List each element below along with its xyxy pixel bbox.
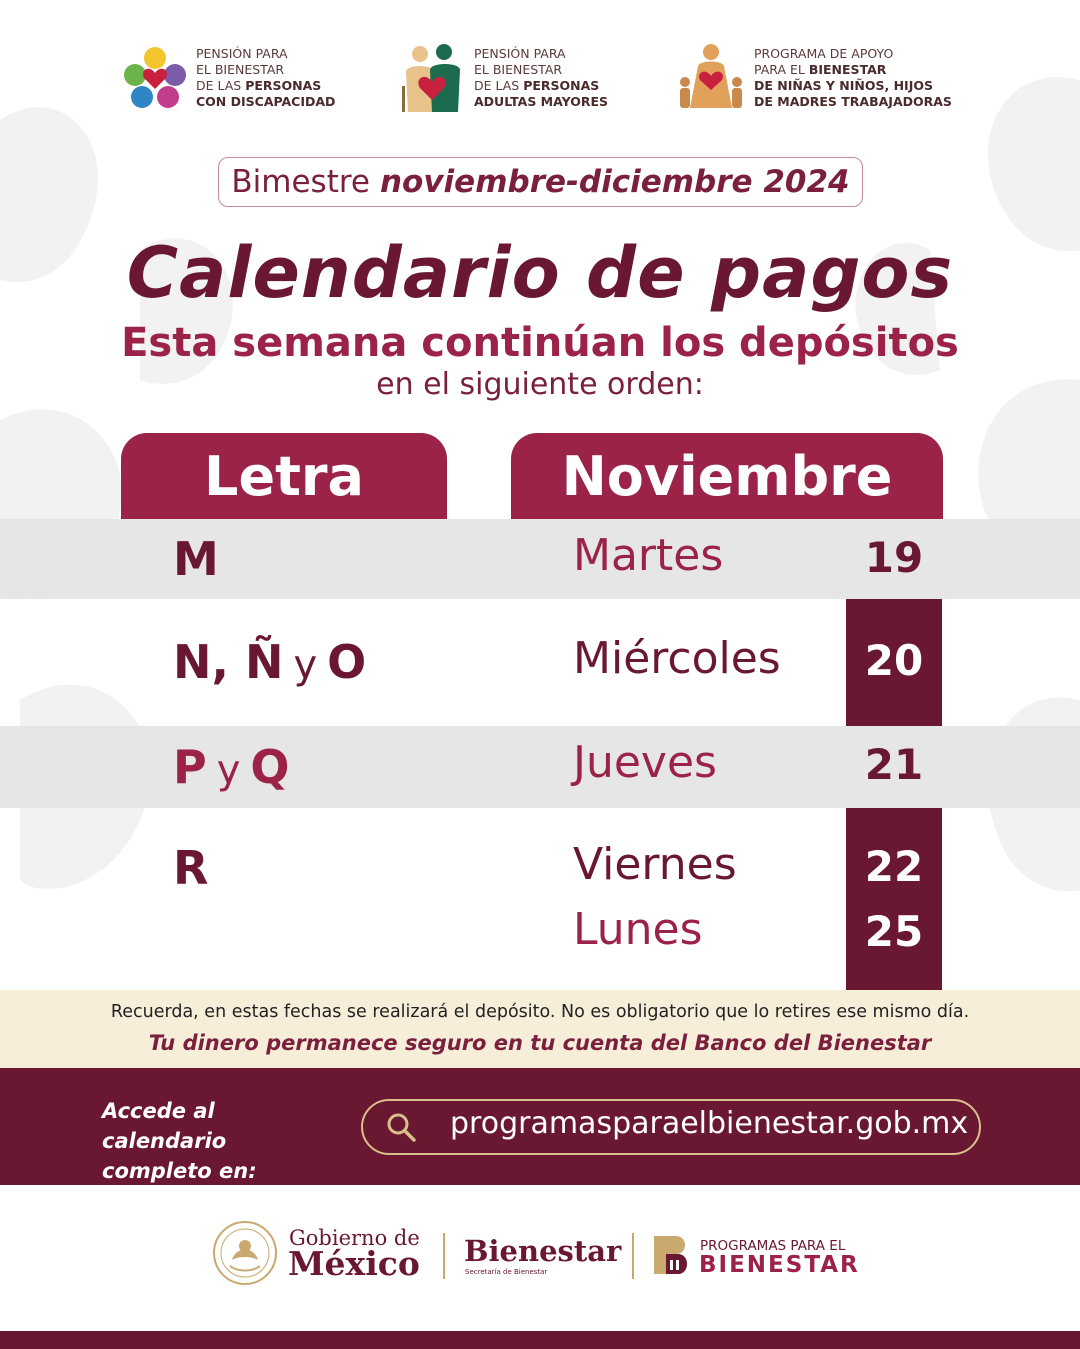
logo1-line3b: PERSONAS — [245, 78, 322, 93]
day-number: 22 — [864, 842, 924, 891]
logo-programa-ninas-ninos — [676, 38, 952, 118]
disability-pension-icon — [122, 45, 188, 111]
letter-conjunction: y — [293, 642, 318, 688]
row-letters — [173, 635, 366, 689]
table-header-month: Noviembre — [511, 433, 943, 519]
logo3-line2a: PARA EL — [754, 62, 805, 77]
elderly-pension-icon — [398, 42, 466, 114]
logo2-line4: ADULTAS MAYORES — [474, 94, 608, 109]
logo2-line1: PENSIÓN PARA — [474, 46, 566, 61]
access-label-line2: completo en: — [102, 1159, 257, 1183]
row-letters — [173, 841, 208, 895]
logo1-line2: EL BIENESTAR — [196, 62, 285, 77]
day-number: 20 — [864, 636, 924, 685]
footer-divider — [632, 1233, 634, 1279]
programas-logo-icon — [654, 1234, 690, 1276]
letter: P — [173, 740, 207, 794]
bottom-bar — [0, 1331, 1080, 1349]
search-icon — [385, 1111, 417, 1143]
logo1-line1: PENSIÓN PARA — [196, 46, 288, 61]
logo3-line1: PROGRAMA DE APOYO — [754, 46, 894, 61]
bimestre-period: noviembre-diciembre 2024 — [379, 164, 850, 200]
logo3-line3: DE NIÑAS Y NIÑOS, HIJOS — [754, 78, 933, 93]
table-header-letter: Letra — [121, 433, 447, 519]
day-name: Miércoles — [573, 633, 781, 684]
access-label — [102, 1096, 342, 1186]
access-label-line1: Accede al calendario — [102, 1099, 227, 1153]
logo2-line3b: PERSONAS — [523, 78, 600, 93]
notice-emphasis: Tu dinero permanece seguro en tu cuenta del Banco del Bienestar — [148, 1031, 932, 1055]
programas-label: PROGRAMAS PARA EL — [700, 1238, 846, 1254]
mexico-label: México — [288, 1244, 420, 1283]
children-program-icon — [676, 42, 746, 114]
gobierno-label: Gobierno de — [289, 1226, 420, 1250]
page-subtitle-order: en el siguiente orden: — [376, 367, 704, 402]
logo1-line4: CON DISCAPACIDAD — [196, 94, 336, 109]
seal-icon — [212, 1220, 278, 1286]
day-number: 21 — [864, 740, 924, 789]
page-title: Calendario de pagos — [126, 232, 954, 314]
logo2-line2: EL BIENESTAR — [474, 62, 563, 77]
logo3-line4: DE MADRES TRABAJADORAS — [754, 94, 952, 109]
day-name: Lunes — [573, 904, 703, 955]
day-name: Jueves — [573, 737, 717, 788]
day-name: Martes — [573, 530, 724, 581]
logo-pension-discapacidad — [122, 38, 335, 118]
day-number: 19 — [864, 533, 924, 582]
day-highlight-box — [846, 808, 942, 990]
row-letters — [173, 532, 219, 586]
row-letters — [173, 740, 290, 794]
day-name: Viernes — [573, 839, 737, 890]
page-subtitle: Esta semana continúan los depósitos — [121, 320, 959, 366]
notice-text: Recuerda, en estas fechas se realizará el depósito. No es obligatorio que lo retires ese mismo día. — [110, 1002, 970, 1022]
logo3-line2b: BIENESTAR — [808, 62, 887, 77]
bienestar-subtitle: Secretaría de Bienestar — [465, 1268, 548, 1276]
letter-conjunction: y — [216, 747, 241, 793]
url-text[interactable]: programasparaelbienestar.gob.mx — [450, 1106, 969, 1141]
programas-bienestar-label: BIENESTAR — [699, 1252, 860, 1278]
logo1-line3a: DE LAS — [196, 78, 242, 93]
letter: M — [173, 532, 219, 586]
bienestar-logo-text: Bienestar — [464, 1234, 622, 1268]
letter: O — [327, 635, 367, 689]
bimestre-badge — [218, 157, 863, 207]
logo-pension-adultos-mayores — [398, 38, 608, 118]
program-logos — [0, 38, 1080, 128]
logo2-line3a: DE LAS — [474, 78, 520, 93]
letter: N, Ñ — [173, 635, 284, 689]
letter: R — [173, 841, 209, 895]
footer-divider — [443, 1233, 445, 1279]
bimestre-label: Bimestre — [231, 164, 370, 200]
day-number: 25 — [864, 907, 924, 956]
letter: Q — [250, 740, 290, 794]
